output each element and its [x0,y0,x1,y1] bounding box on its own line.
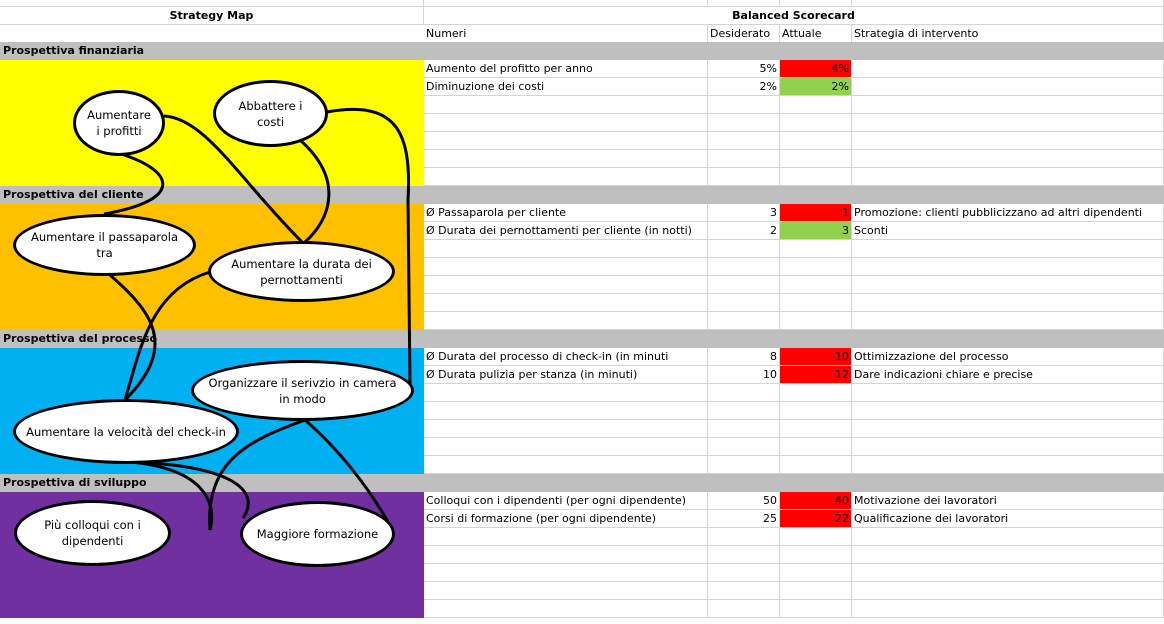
node-colloqui-dipendenti[interactable]: Più colloqui con i dipendenti [14,500,171,566]
cell-strategy[interactable]: Dare indicazioni chiare e precise [852,366,1164,384]
empty-cell[interactable] [852,96,1164,114]
empty-cell[interactable] [708,582,780,600]
empty-cell[interactable] [424,528,708,546]
empty-cell[interactable] [852,384,1164,402]
empty-cell[interactable] [780,528,852,546]
cell-target[interactable]: 2% [708,78,780,96]
empty-cell[interactable] [424,258,708,276]
empty-cell[interactable] [424,132,708,150]
empty-cell[interactable] [708,420,780,438]
empty-cell[interactable] [424,564,708,582]
empty-cell[interactable] [424,168,708,186]
empty-cell[interactable] [708,96,780,114]
cell-strategy[interactable] [852,78,1164,96]
empty-cell[interactable] [780,582,852,600]
empty-cell[interactable] [424,150,708,168]
empty-cell[interactable] [424,114,708,132]
empty-cell[interactable] [708,456,780,474]
section-title: Prospettiva del processo [3,332,158,345]
empty-cell[interactable] [780,132,852,150]
connector-profitti-passaparola [104,153,163,214]
cell[interactable] [852,0,1164,7]
empty-cell[interactable] [708,276,780,294]
empty-cell[interactable] [708,384,780,402]
empty-cell[interactable] [780,114,852,132]
empty-cell[interactable] [708,600,780,618]
empty-cell[interactable] [424,294,708,312]
cell-metric[interactable]: Colloqui con i dipendenti (per ogni dipendente) [424,492,708,510]
balanced-scorecard-header: Balanced Scorecard [424,7,1164,25]
cell-metric[interactable]: Ø Durata del processo di check-in (in minuti [424,348,708,366]
empty-cell[interactable] [708,438,780,456]
empty-cell[interactable] [424,420,708,438]
col-header-attuale[interactable]: Attuale [780,25,852,43]
empty-cell[interactable] [708,132,780,150]
node-aumentare-passaparola[interactable]: Aumentare il passaparola tra [13,214,196,276]
empty-cell[interactable] [852,240,1164,258]
cell-strategy[interactable]: Ottimizzazione del processo [852,348,1164,366]
cell-metric[interactable]: Corsi di formazione (per ogni dipendente) [424,510,708,528]
empty-cell[interactable] [780,420,852,438]
cell-actual[interactable]: 12 [780,366,852,384]
cell-actual[interactable]: 22 [780,510,852,528]
cell-target[interactable]: 25 [708,510,780,528]
empty-cell[interactable] [424,402,708,420]
col-header-desiderato[interactable]: Desiderato [708,25,780,43]
empty-cell[interactable] [424,438,708,456]
cell-target[interactable]: 2 [708,222,780,240]
empty-cell[interactable] [708,312,780,330]
connector-passaparola-checkin [110,275,155,400]
empty-cell[interactable] [424,276,708,294]
cell-metric[interactable]: Ø Passaparola per cliente [424,204,708,222]
empty-cell[interactable] [780,294,852,312]
empty-cell[interactable] [780,276,852,294]
empty-cell[interactable] [852,114,1164,132]
section-title: Prospettiva del cliente [3,188,144,201]
empty-cell[interactable] [852,402,1164,420]
empty-cell[interactable] [708,168,780,186]
cell-target[interactable]: 50 [708,492,780,510]
empty-cell[interactable] [852,132,1164,150]
empty-cell[interactable] [780,150,852,168]
empty-cell[interactable] [780,240,852,258]
empty-cell[interactable] [708,150,780,168]
empty-cell[interactable] [780,312,852,330]
empty-cell[interactable] [424,582,708,600]
cell-actual[interactable]: 10 [780,348,852,366]
cell-target[interactable]: 3 [708,204,780,222]
empty-cell[interactable] [852,438,1164,456]
empty-cell[interactable] [780,168,852,186]
empty-cell[interactable] [780,258,852,276]
empty-cell[interactable] [708,114,780,132]
empty-cell[interactable] [852,294,1164,312]
cell[interactable] [424,0,708,7]
cell-strategy[interactable]: Qualificazione dei lavoratori [852,510,1164,528]
node-velocita-checkin[interactable]: Aumentare la velocità del check-in [13,399,239,464]
cell-metric[interactable]: Ø Durata pulizia per stanza (in minuti) [424,366,708,384]
empty-cell[interactable] [780,456,852,474]
cell-target[interactable]: 10 [708,366,780,384]
empty-cell[interactable] [852,258,1164,276]
empty-cell[interactable] [852,420,1164,438]
empty-cell[interactable] [708,528,780,546]
empty-cell[interactable] [424,546,708,564]
empty-cell[interactable] [852,528,1164,546]
section-title: Prospettiva di sviluppo [3,476,147,489]
cell-actual[interactable]: 1 [780,204,852,222]
node-aumentare-profitti[interactable]: Aumentare i profitti [73,90,165,156]
cell-actual[interactable]: 40 [780,492,852,510]
connector-costi-durata [300,140,329,242]
cell-strategy[interactable]: Sconti [852,222,1164,240]
empty-cell[interactable] [780,438,852,456]
node-maggiore-formazione[interactable]: Maggiore formazione [240,501,395,567]
empty-cell[interactable] [424,600,708,618]
cell-metric[interactable]: Diminuzione dei costi [424,78,708,96]
cell-target[interactable]: 8 [708,348,780,366]
section-title: Prospettiva finanziaria [3,44,145,57]
empty-cell[interactable] [780,402,852,420]
empty-cell[interactable] [780,546,852,564]
empty-cell[interactable] [708,240,780,258]
empty-cell[interactable] [852,276,1164,294]
empty-cell[interactable] [852,168,1164,186]
node-aumentare-durata[interactable]: Aumentare la durata dei pernottamenti [208,241,395,302]
empty-cell[interactable] [708,546,780,564]
empty-cell[interactable] [852,582,1164,600]
cell-target[interactable]: 5% [708,60,780,78]
empty-cell[interactable] [780,564,852,582]
empty-cell[interactable] [780,600,852,618]
empty-cell[interactable] [424,312,708,330]
node-organizzare-servizio[interactable]: Organizzare il serivzio in camera in modo [191,360,414,421]
empty-cell[interactable] [424,456,708,474]
empty-cell[interactable] [708,258,780,276]
empty-cell[interactable] [780,384,852,402]
empty-cell[interactable] [708,564,780,582]
empty-cell[interactable] [852,564,1164,582]
empty-cell[interactable] [780,96,852,114]
cell-actual[interactable]: 2% [780,78,852,96]
strategy-map [0,0,424,624]
cell-metric[interactable]: Ø Durata dei pernottamenti per cliente (in notti) [424,222,708,240]
cell[interactable] [708,0,780,7]
cell-actual[interactable]: 3 [780,222,852,240]
node-abbattere-costi[interactable]: Abbattere i costi [213,80,328,147]
strategy-map-header: Strategy Map [0,7,424,25]
cell[interactable] [780,0,852,7]
empty-cell[interactable] [852,312,1164,330]
empty-cell[interactable] [708,402,780,420]
empty-cell[interactable] [424,384,708,402]
col-header-strategia[interactable]: Strategia di intervento [852,25,1164,43]
col-header-numeri[interactable]: Numeri [424,25,708,43]
empty-cell[interactable] [852,456,1164,474]
cell-strategy[interactable]: Motivazione dei lavoratori [852,492,1164,510]
cell-strategy[interactable] [852,60,1164,78]
cell-strategy[interactable]: Promozione: clienti pubblicizzano ad altri dipendenti [852,204,1164,222]
empty-cell[interactable] [852,600,1164,618]
empty-cell[interactable] [424,96,708,114]
empty-cell[interactable] [852,546,1164,564]
empty-cell[interactable] [424,240,708,258]
empty-cell[interactable] [708,294,780,312]
cell-actual[interactable]: 4% [780,60,852,78]
cell-metric[interactable]: Aumento del profitto per anno [424,60,708,78]
empty-cell[interactable] [852,150,1164,168]
